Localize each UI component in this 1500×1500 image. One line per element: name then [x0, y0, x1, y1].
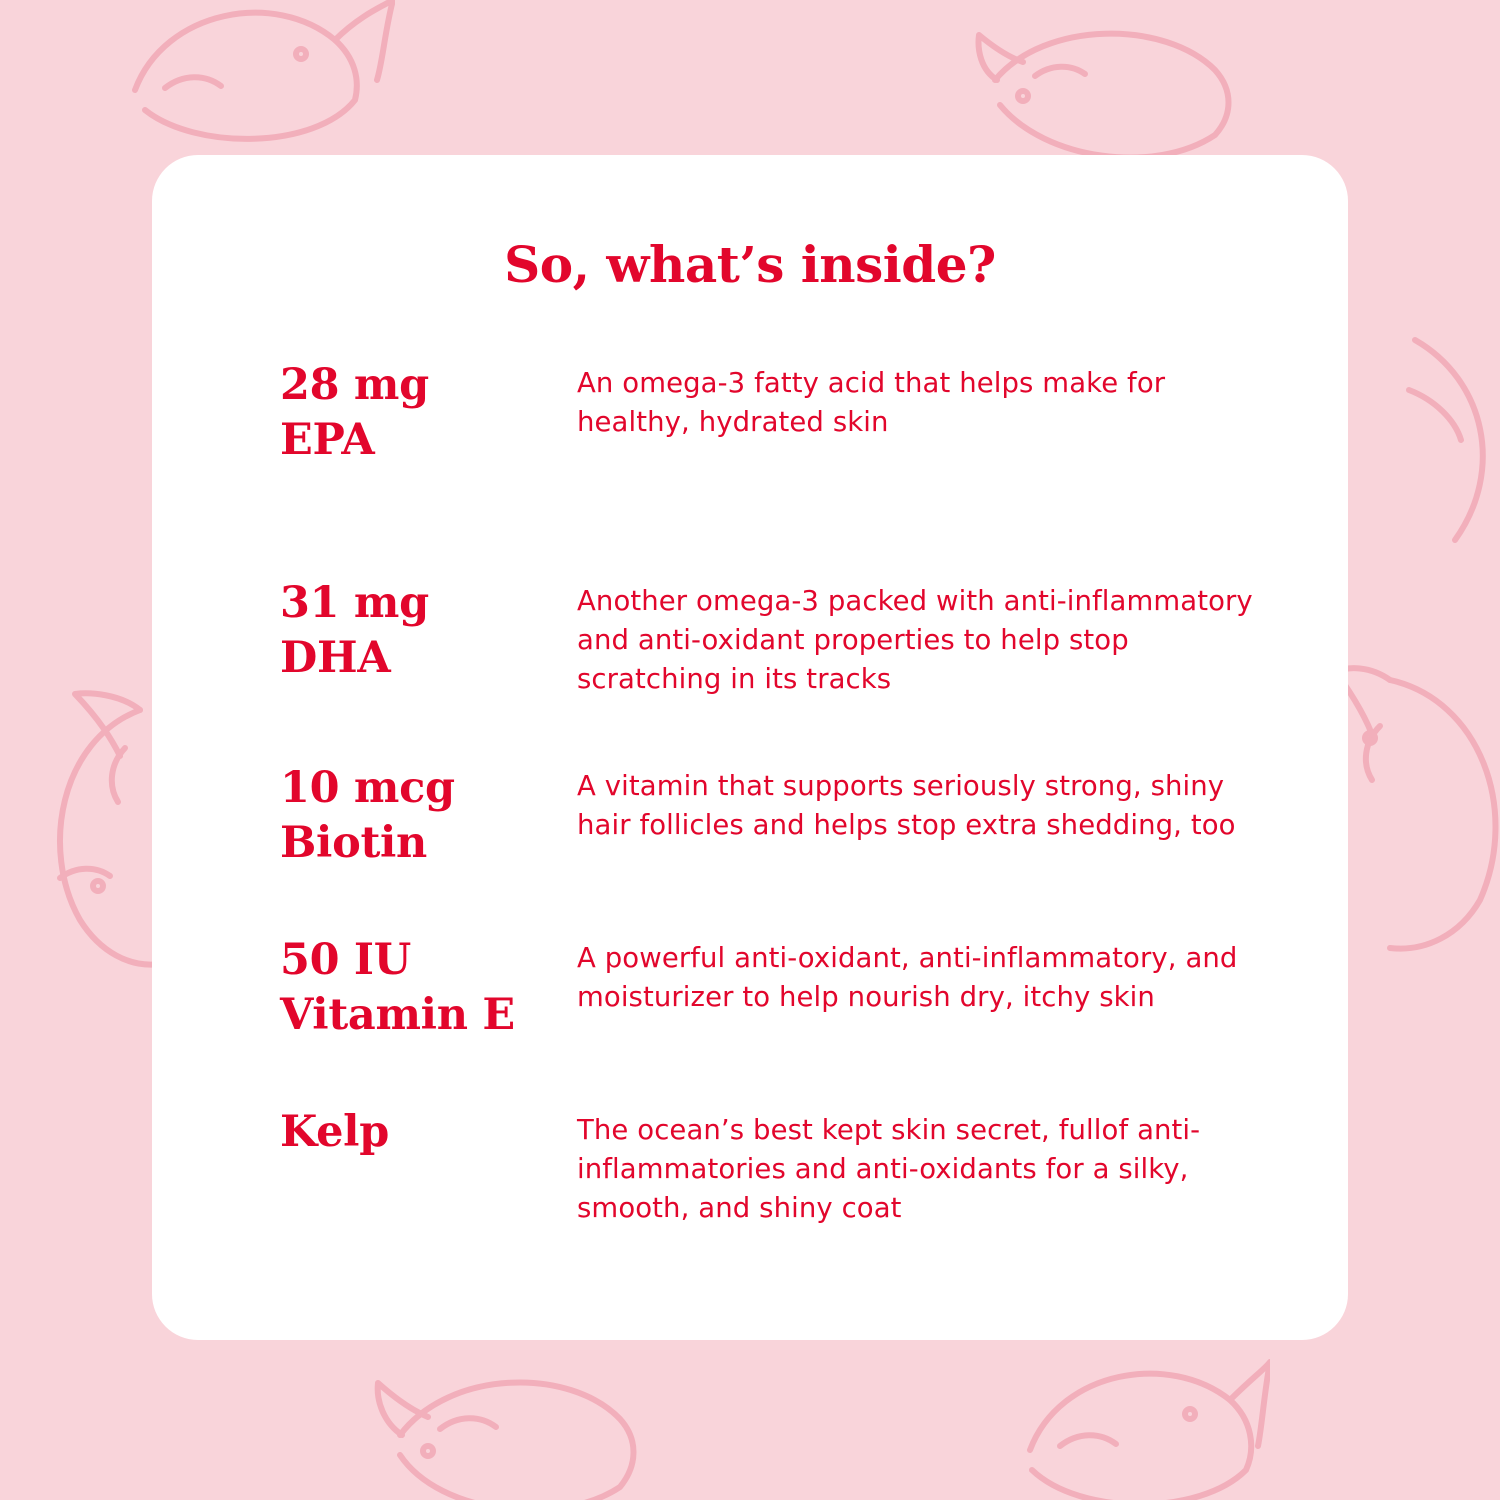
spacer — [222, 1043, 1278, 1105]
fish-icon — [990, 1340, 1270, 1500]
list-item — [222, 576, 1278, 699]
list-item — [222, 358, 1278, 468]
fish-icon — [370, 1355, 660, 1500]
ingredient-dose: 28 mg — [280, 360, 429, 410]
spacer — [222, 468, 1278, 576]
list-item — [222, 761, 1278, 871]
ingredient-list — [222, 358, 1278, 1228]
content-card — [152, 155, 1348, 1340]
ingredient-name: Vitamin E — [280, 990, 515, 1041]
ingredient-description: A powerful anti-oxidant, anti-inflammatory, and moisturizer to help nourish dry, itchy skin — [577, 942, 1238, 1014]
ingredient-description: The ocean’s best kept skin secret, fullof anti-inflammatories and anti-oxidants for a silky, smooth, and shiny coat — [577, 1114, 1201, 1225]
list-item — [222, 933, 1278, 1043]
ingredient-amount — [222, 933, 577, 1043]
ingredient-description: A vitamin that supports seriously strong, shiny hair follicles and helps stop extra shedding, too — [577, 770, 1236, 842]
ingredient-name: EPA — [280, 415, 375, 466]
spacer — [222, 871, 1278, 933]
ingredient-amount — [222, 358, 577, 468]
fish-icon — [105, 0, 395, 170]
ingredient-dose: 50 IU — [280, 935, 411, 986]
spacer — [222, 699, 1278, 761]
ingredient-amount — [222, 576, 577, 686]
ingredient-dose: 31 mg — [280, 578, 429, 629]
ingredient-dose: Kelp — [280, 1107, 389, 1158]
ingredient-description: An omega-3 fatty acid that helps make for healthy, hydrated skin — [577, 367, 1166, 439]
ingredient-dose: 10 mcg — [280, 763, 455, 814]
page-title: So, what’s inside? — [504, 235, 996, 294]
ingredient-name: DHA — [280, 633, 391, 684]
fish-icon — [1330, 660, 1500, 960]
list-item — [222, 1105, 1278, 1228]
fish-icon — [1395, 330, 1500, 550]
ingredient-name: Biotin — [280, 818, 428, 869]
ingredient-description: Another omega-3 packed with anti-inflammatory and anti-oxidant properties to help stop scratching in its tracks — [577, 585, 1253, 696]
ingredient-amount — [222, 761, 577, 871]
ingredient-amount — [222, 1105, 577, 1160]
